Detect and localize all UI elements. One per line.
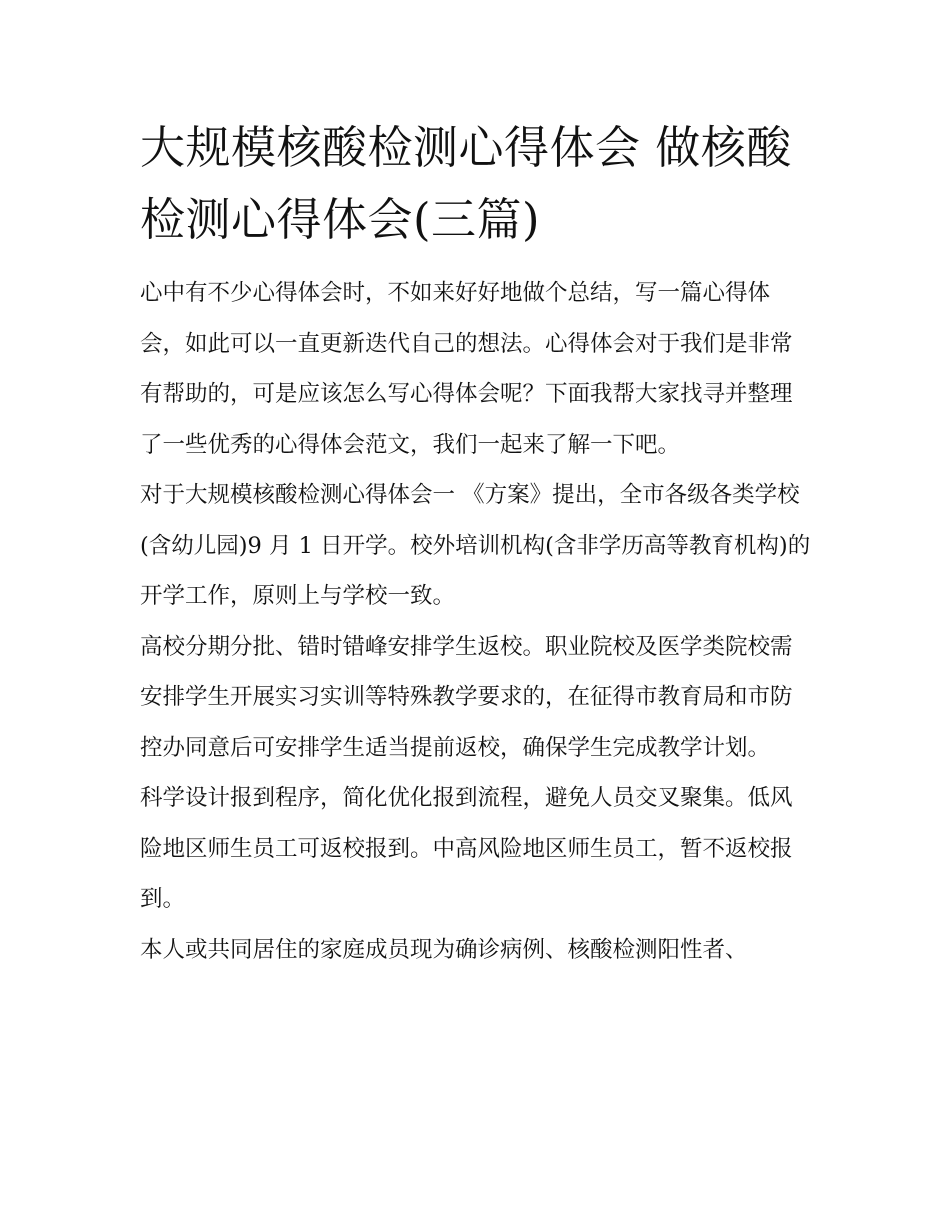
paragraph: 高校分期分批、错时错峰安排学生返校。职业院校及医学类院校需安排学生开展实习实训等特殊教学要求的，在征得市教育局和市防控办同意后可安排学生适当提前返校，确保学生完成教学计划。	[140, 633, 793, 761]
paragraph: 本人或共同居住的家庭成员现为确诊病例、核酸检测阳性者、	[140, 936, 748, 963]
document-title: 大规模核酸检测心得体会 做核酸检测心得体会(三篇)	[140, 121, 792, 246]
paragraph: 心中有不少心得体会时，不如来好好地做个总结，写一篇心得体会，如此可以一直更新迭代自己的想法。心得体会对于我们是非常有帮助的，可是应该怎么写心得体会呢？下面我帮大家找寻并整理了一些优秀的心得体会范文，我们一起来了解一下吧。	[140, 280, 793, 458]
paragraph: 科学设计报到程序，简化优化报到流程，避免人员交叉聚集。低风险地区师生员工可返校报到。中高风险地区师生员工，暂不返校报到。	[140, 785, 793, 912]
paragraph: 对于大规模核酸检测心得体会一 《方案》提出，全市各级各类学校(含幼儿园)9 月 1 日开学。校外培训机构(含非学历高等教育机构)的开学工作，原则上与学校一致。	[140, 482, 811, 609]
document-body	[140, 112, 812, 975]
